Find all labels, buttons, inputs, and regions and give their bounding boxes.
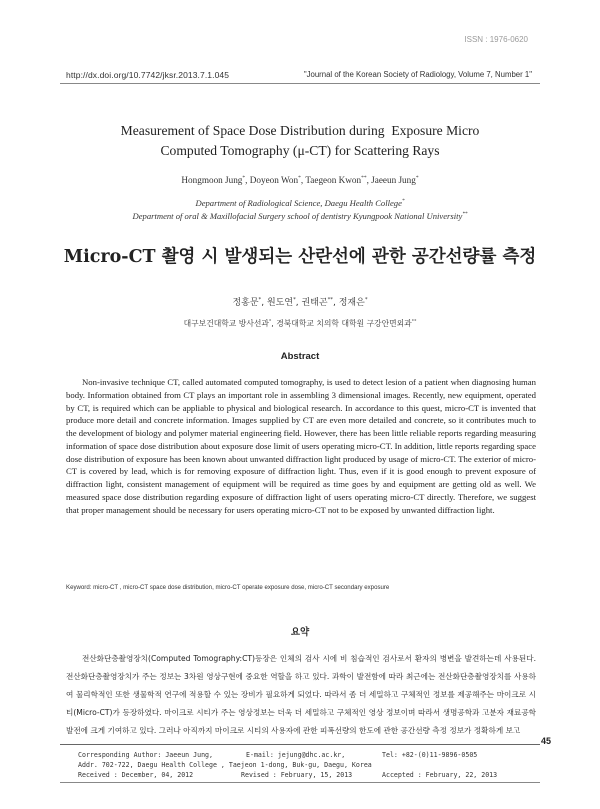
keywords: Keyword: micro-CT , micro-CT space dose distribution, micro-CT operate exposure dose, micro-CT secondary exposure — [66, 584, 390, 591]
affiliation-text: Department of oral & Maxillofacial Surgery school of dentistry Kyungpook National University — [132, 211, 463, 221]
author-name: Doyeon Won — [249, 175, 299, 185]
issn-label: ISSN : 1976-0620 — [464, 35, 528, 44]
affiliation-mark: * — [401, 198, 405, 205]
affiliation-mark: ** — [462, 211, 468, 218]
corresponding-author: Corresponding Author: Jaeeun Jung, — [78, 751, 213, 759]
author-mark: ** — [361, 174, 367, 181]
korean-author-name: 원도연 — [266, 298, 294, 308]
abstract-body: Non-invasive technique CT, called automated computed tomography, is used to detect lesion of a patient when diagnosing human body. Information obtained from CT plays an important role in assembling 3 dimensional images. Recently, new equipment, operated by CT, is required which can be appliable to physical and biological research. In accordance to this quest, micro-CT is invented that produce more detail and concrete information. Images supplied by CT are even more detailed and concrete, so it contributes much to the development of biology and polymer material engineering field. However, there has been little reliable reports regarding measuring information of space dose distribution about exposure dose limit of users operating micro-CT. In addition, little reports regarding space dose distribution of exposure has been known about unwanted diffraction light produced by usage of micro-CT. The exterior of micro-CT is covered by lead, which is for removing exposure of diffraction light. Thus, even if it is good enough to prevent exposure of diffraction light, consistent management of equipment will be required as time goes by and equipment are getting old as well. We measured space dose distribution regarding exposure of diffraction light of users operating micro-CT directly. Therefore, we suggest that proper management should be necessary for users operating micro-CT not to be exposed by unwanted diffraction light. — [66, 377, 536, 515]
author-list: Hongmoon Jung*, Doyeon Won*, Taegeon Kwon**, Jaeeun Jung* — [181, 174, 419, 185]
korean-abstract-heading: 요약 — [290, 627, 310, 638]
accepted-date: Accepted : February, 22, 2013 — [382, 771, 498, 779]
abstract-heading: Abstract — [280, 351, 320, 362]
korean-author-name: 정홍문 — [232, 298, 259, 308]
footnote-divider — [60, 782, 540, 783]
author-name: Taegeon Kwon — [305, 175, 362, 185]
header-divider — [60, 83, 540, 84]
paper-title-line-1: Measurement of Space Dose Distribution during Exposure Micro — [120, 123, 480, 138]
author-mark: ** — [327, 297, 333, 303]
korean-affiliation — [60, 318, 540, 329]
korean-author-name: 권태곤 — [301, 298, 328, 308]
author-mark: * — [293, 297, 296, 303]
author-mark: * — [364, 297, 368, 303]
doi-link[interactable]: http://dx.doi.org/10.7742/jksr.2013.7.1.045 — [66, 70, 230, 80]
author-name: Hongmoon Jung — [181, 175, 243, 185]
author-address: Addr. 702-722, Daegu Health College , Taejeon 1-dong, Buk-gu, Daegu, Korea — [78, 761, 372, 769]
author-mark: * — [415, 174, 419, 181]
korean-author-list: 정홍문*, 원도연*, 권태곤**, 정재은* — [232, 297, 368, 308]
journal-name: "Journal of the Korean Society of Radiology, Volume 7, Number 1" — [303, 70, 532, 79]
affiliation-separator: , — [271, 319, 277, 328]
affiliation-2 — [60, 211, 540, 221]
author-name: Jaeeun Jung — [371, 175, 416, 185]
paper-title-line-2: Computed Tomography (μ-CT) for Scattering Rays — [160, 143, 440, 158]
affiliation-mark: ** — [411, 319, 417, 325]
korean-author-name: 정재은 — [338, 298, 365, 308]
paper-title — [60, 121, 540, 161]
revised-date: Revised : February, 15, 2013 — [241, 771, 353, 779]
page-number: 45 — [541, 736, 552, 746]
author-mark: * — [298, 174, 301, 181]
affiliation-text: 대구보건대학교 방사선과 — [183, 319, 269, 328]
affiliation-text: Department of Radiological Science, Daegu Health College — [195, 198, 402, 208]
affiliation-mark: * — [268, 319, 272, 325]
author-email[interactable]: E-mail: jejung@dhc.ac.kr, — [246, 751, 346, 759]
affiliation-1 — [60, 198, 540, 208]
received-date: Received : December, 04, 2012 — [78, 771, 194, 779]
author-tel: Tel: +82-(0)11-9896-0505 — [382, 751, 478, 759]
author-mark: * — [242, 174, 246, 181]
korean-title: Micro-CT 촬영 시 발생되는 산란선에 관한 공간선량률 측정 — [63, 247, 537, 267]
korean-abstract-body: 전산화단층촬영장치(Computed Tomography:CT)등장은 인체의 검사 시에 비 침습적인 검사로서 환자의 병변을 발견하는데 사용된다. 전산화단층촬영장치가 주는 정보는 3차원 영상구현에 중요한 역할을 하고 있다. 과학이 발전함에 따라 최근에는 전산화단층촬영장치를 사용하여 물리학적인 또한 생물학적 연구에 적용할 수 있는 장비가 필요하게 되었다. 따라서 좀 더 세밀하고 구체적인 정보를 제공해주는 마이크로 시티(Micro-CT)가 등장하였다. 마이크로 시티가 주는 영상정보는 더욱 더 세밀하고 구체적인 영상 정보이며 따라서 생명공학과 고분자 재료공학 발전에 크게 기여하고 있다. 그러나 아직까지 마이크로 시티의 사용자에 관한 피폭선량의 한도에 관한 공간선량 측정 정보가 정확하게 보고 — [66, 654, 536, 735]
author-mark: * — [258, 297, 262, 303]
affiliation-text: 경북대학교 치의학 대학원 구강안면외과 — [276, 319, 412, 328]
footer-divider — [60, 744, 540, 745]
